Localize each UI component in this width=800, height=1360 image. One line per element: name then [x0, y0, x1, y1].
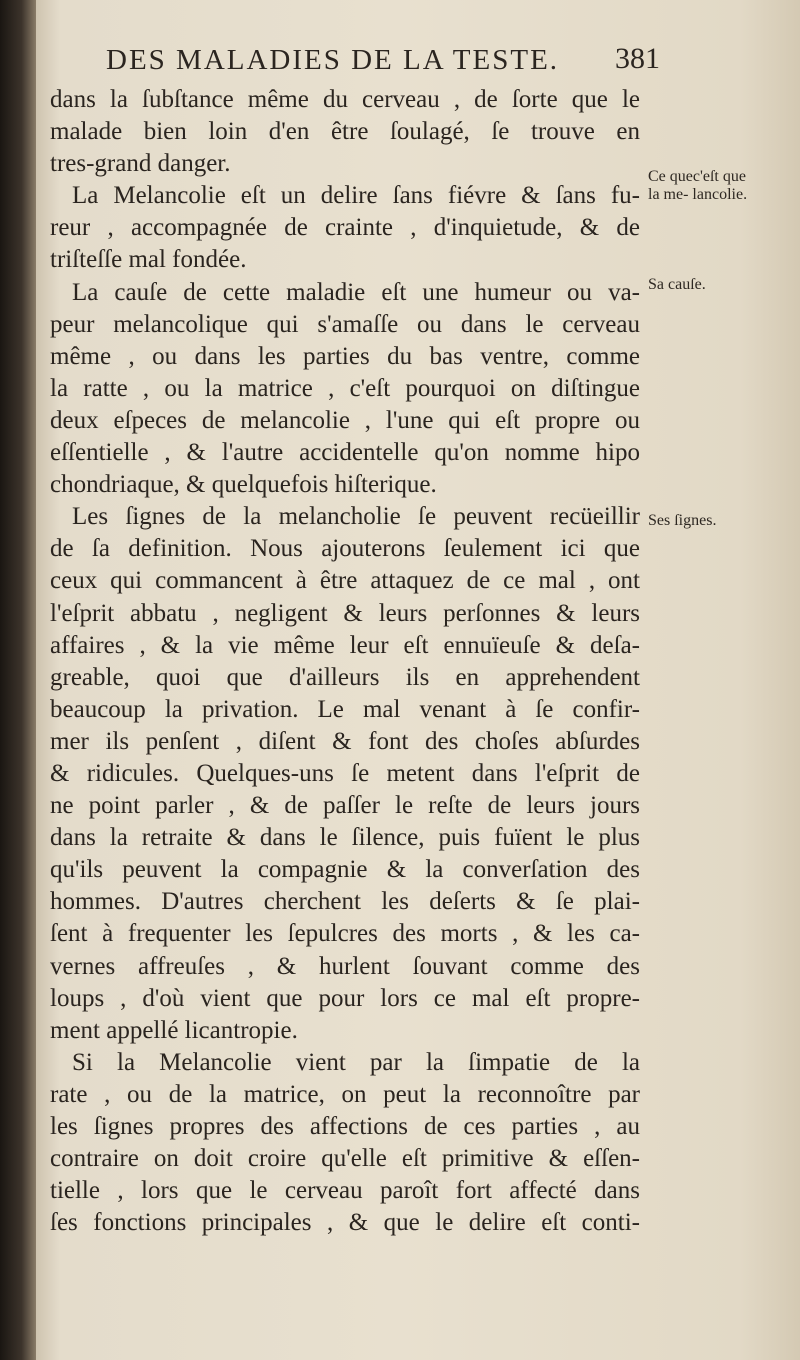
- text-line: deux eſpeces de melancolie , l'une qui eſt propre ou: [50, 406, 640, 434]
- text-line: greable, quoi que d'ailleurs ils en apprehendent: [50, 663, 640, 691]
- text-line: rate , ou de la matrice, on peut la reconnoître par: [50, 1080, 640, 1108]
- text-line: l'eſprit abbatu , negligent & leurs perſonnes & leurs: [50, 599, 640, 627]
- text-line: dans la ſubſtance même du cerveau , de ſorte que le: [50, 86, 640, 113]
- margin-note-signs: Ses ſignes.: [648, 512, 717, 529]
- text-line: malade bien loin d'en être ſoulagé, ſe trouve en: [50, 118, 640, 146]
- text-line: tielle , lors que le cerveau paroît fort affecté dans: [50, 1177, 640, 1205]
- text-line: Les ſignes de la melancholie ſe peuvent recüeillir: [72, 503, 640, 531]
- page-number: 381: [615, 42, 660, 75]
- text-line: ſes fonctions principales , & que le delire eſt conti-: [50, 1209, 640, 1237]
- text-line: vernes affreuſes , & hurlent ſouvant comme des: [50, 952, 640, 980]
- text-line: qu'ils peuvent la compagnie & la converſation des: [50, 856, 640, 884]
- text-line: de ſa definition. Nous ajouterons ſeulement ici que: [50, 535, 640, 563]
- margin-note-cause: Sa cauſe.: [648, 276, 706, 293]
- page-header: [100, 42, 660, 82]
- text-line: beaucoup la privation. Le mal venant à ſe confir-: [50, 695, 640, 723]
- text-line: ceux qui commancent à être attaquez de ce mal , ont: [50, 567, 640, 595]
- text-line: eſſentielle , & l'autre accidentelle qu'on nomme hipo: [50, 439, 640, 467]
- text-line: la ratte , ou la matrice , c'eſt pourquoi on diſtingue: [50, 374, 640, 402]
- text-line: affaires , & la vie même leur eſt ennuïeuſe & deſa-: [50, 631, 640, 659]
- text-line: chondriaque, & quelquefois hiſterique.: [50, 471, 437, 499]
- text-line: loups , d'où vient que pour lors ce mal eſt propre-: [50, 984, 640, 1012]
- text-line: contraire on doit croire qu'elle eſt primitive & eſſen-: [50, 1145, 640, 1173]
- text-line: La Melancolie eſt un delire ſans fiévre & ſans fu-: [72, 182, 640, 210]
- text-line: tres-grand danger.: [50, 150, 231, 178]
- text-line: Si la Melancolie vient par la ſimpatie de la: [72, 1048, 640, 1076]
- body-text: [50, 84, 640, 1239]
- text-line: La cauſe de cette maladie eſt une humeur ou va-: [72, 278, 640, 306]
- text-line: ment appellé licantropie.: [50, 1016, 298, 1044]
- text-line: mer ils penſent , diſent & font des choſes abſurdes: [50, 727, 640, 755]
- running-title: DES MALADIES DE LA TESTE.: [106, 44, 560, 76]
- text-line: même , ou dans les parties du bas ventre, comme: [50, 342, 640, 370]
- text-line: ne point parler , & de paſſer le reſte de leurs jours: [50, 792, 640, 820]
- text-line: peur melancolique qui s'amaſſe ou dans le cerveau: [50, 310, 640, 338]
- text-line: & ridicules. Quelques-uns ſe metent dans l'eſprit de: [50, 759, 640, 787]
- text-line: hommes. D'autres cherchent les deſerts & ſe plai-: [50, 888, 640, 916]
- text-line: reur , accompagnée de crainte , d'inquietude, & de: [50, 214, 640, 242]
- book-spine-shadow: [0, 0, 36, 1360]
- text-line: triſteſſe mal fondée.: [50, 246, 247, 274]
- text-line: ſent à frequenter les ſepulcres des morts , & les ca-: [50, 920, 640, 948]
- margin-note-definition: Ce quec'eſt que la me- lancolie.: [648, 168, 748, 203]
- text-line: les ſignes propres des affections de ces parties , au: [50, 1113, 640, 1140]
- text-line: dans la retraite & dans le ſilence, puis fuïent le plus: [50, 824, 640, 852]
